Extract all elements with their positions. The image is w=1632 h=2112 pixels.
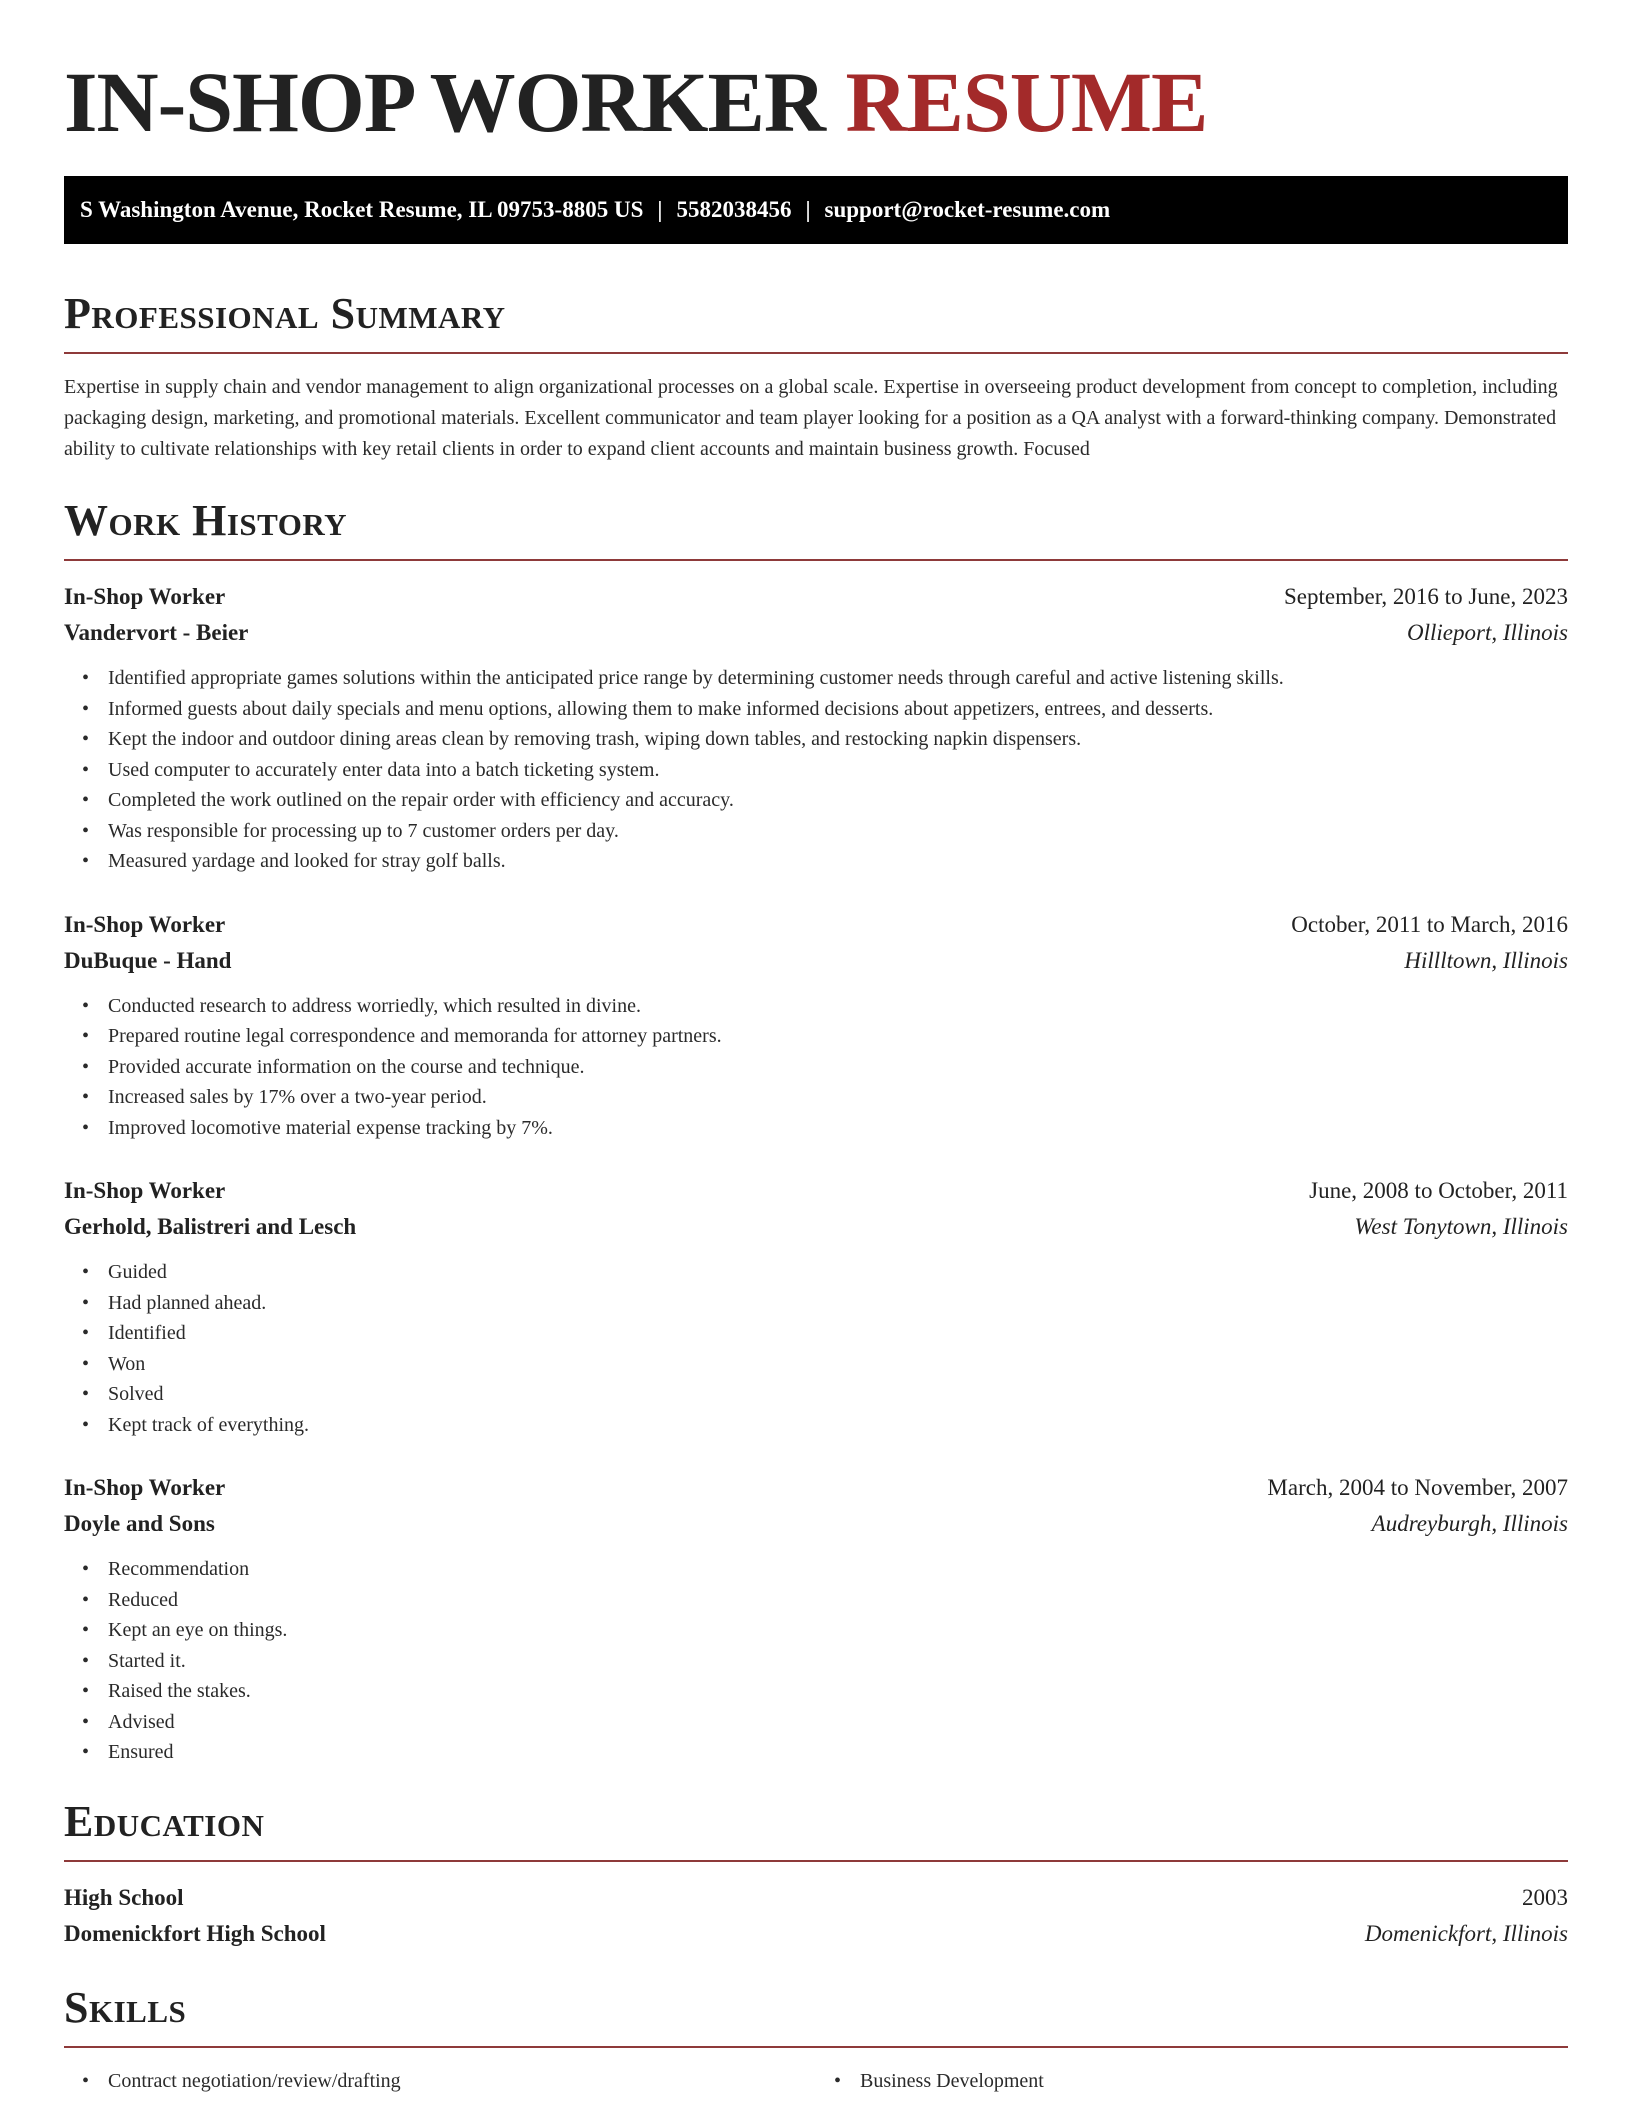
job-bullets — [64, 1554, 1568, 1768]
contact-email: support@rocket-resume.com — [824, 197, 1111, 222]
work-history-section — [64, 495, 1568, 1768]
job-title: In-Shop Worker — [64, 1178, 226, 1203]
skills-heading: Skills — [64, 1982, 187, 2032]
section-divider — [64, 2046, 1568, 2048]
job-entry — [64, 579, 1568, 877]
list-item: • Won — [108, 1349, 1568, 1380]
list-item: • Raised the stakes. — [108, 1676, 1568, 1707]
list-item: • Started it. — [108, 1646, 1568, 1677]
contact-address: S Washington Avenue, Rocket Resume, IL 09753-8805 US — [80, 197, 644, 222]
education-location: Domenickfort, Illinois — [1364, 1920, 1568, 1946]
job-entry — [64, 1470, 1568, 1768]
summary-text: Expertise in supply chain and vendor management to align organizational processes on a global scale. Expertise in overseeing product development from concept to completion, including packaging design, marketing, and promotional materials. Excellent communicator and team player looking for a position as a QA analyst with a forward-thinking company. Demonstrated ability to cultivate relationships with key retail clients in order to expand client accounts and maintain business growth. Focused — [64, 376, 1558, 460]
list-item: • Advised — [108, 1707, 1568, 1738]
contact-bar — [64, 176, 1568, 244]
job-company: Vandervort - Beier — [64, 620, 249, 645]
job-dates: June, 2008 to October, 2011 — [1309, 1178, 1568, 1203]
job-bullets — [64, 1257, 1568, 1440]
list-item: • Kept the indoor and outdoor dining areas clean by removing trash, wiping down tables, and restocking napkin dispensers. — [108, 724, 1568, 755]
job-entry — [64, 907, 1568, 1144]
list-item: • Conducted research to address worriedly, which resulted in divine. — [108, 991, 1568, 1022]
education-school: Domenickfort High School — [64, 1920, 326, 1946]
job-title: In-Shop Worker — [64, 584, 226, 609]
list-item: • Solved — [108, 1379, 1568, 1410]
resume-title — [64, 0, 1568, 152]
job-bullets — [64, 663, 1568, 877]
job-entry — [64, 1173, 1568, 1440]
job-location: Hillltown, Illinois — [1404, 947, 1568, 973]
list-item: • Guided — [108, 1257, 1568, 1288]
skills-section — [64, 1982, 1568, 2097]
skills-columns — [64, 2066, 1568, 2097]
job-location: West Tonytown, Illinois — [1354, 1214, 1568, 1239]
work-history-heading: Work History — [64, 496, 348, 545]
summary-section — [64, 288, 1568, 465]
list-item: • Recommendation — [108, 1554, 1568, 1585]
section-divider — [64, 559, 1568, 561]
job-dates: March, 2004 to November, 2007 — [1267, 1475, 1568, 1500]
list-item: • Had planned ahead. — [108, 1288, 1568, 1319]
skill-item: • Contract negotiation/review/drafting — [108, 2066, 816, 2097]
education-year: 2003 — [1522, 1884, 1568, 1910]
job-company: DuBuque - Hand — [64, 947, 232, 973]
summary-heading: Professional Summary — [64, 289, 506, 338]
job-location: Ollieport, Illinois — [1407, 620, 1568, 645]
list-item: • Reduced — [108, 1585, 1568, 1616]
job-company: Doyle and Sons — [64, 1511, 215, 1536]
education-heading: Education — [64, 1796, 265, 1846]
list-item: • Measured yardage and looked for stray golf balls. — [108, 846, 1568, 877]
job-dates: October, 2011 to March, 2016 — [1291, 911, 1568, 937]
skill-item: • Business Development — [860, 2066, 1568, 2097]
list-item: • Prepared routine legal correspondence and memoranda for attorney partners. — [108, 1021, 1568, 1052]
list-item: • Improved locomotive material expense tracking by 7%. — [108, 1113, 1568, 1144]
contact-separator: | — [657, 197, 663, 222]
list-item: • Kept an eye on things. — [108, 1615, 1568, 1646]
section-divider — [64, 352, 1568, 354]
contact-phone: 5582038456 — [676, 197, 792, 222]
education-degree: High School — [64, 1884, 184, 1910]
job-title: In-Shop Worker — [64, 911, 226, 937]
list-item: • Identified appropriate games solutions within the anticipated price range by determining customer needs through careful and active listening skills. — [108, 663, 1568, 694]
list-item: • Provided accurate information on the course and technique. — [108, 1052, 1568, 1083]
list-item: • Ensured — [108, 1737, 1568, 1768]
skills-list-right — [816, 2066, 1568, 2097]
list-item: • Completed the work outlined on the repair order with efficiency and accuracy. — [108, 785, 1568, 816]
list-item: • Used computer to accurately enter data into a batch ticketing system. — [108, 755, 1568, 786]
job-company: Gerhold, Balistreri and Lesch — [64, 1214, 357, 1239]
list-item: • Kept track of everything. — [108, 1410, 1568, 1441]
list-item: • Increased sales by 17% over a two-year period. — [108, 1082, 1568, 1113]
job-title: In-Shop Worker — [64, 1475, 226, 1500]
list-item: • Was responsible for processing up to 7 customer orders per day. — [108, 816, 1568, 847]
list-item: • Identified — [108, 1318, 1568, 1349]
job-dates: September, 2016 to June, 2023 — [1284, 584, 1568, 609]
skills-list-left — [64, 2066, 816, 2097]
list-item: • Informed guests about daily specials and menu options, allowing them to make informed decisions about appetizers, entrees, and desserts. — [108, 694, 1568, 725]
title-main: IN-SHOP WORKER — [64, 54, 825, 150]
job-location: Audreyburgh, Illinois — [1371, 1511, 1568, 1536]
education-section — [64, 1796, 1568, 1952]
job-bullets — [64, 991, 1568, 1144]
title-accent: RESUME — [845, 54, 1208, 150]
section-divider — [64, 1860, 1568, 1862]
contact-separator: | — [805, 197, 811, 222]
